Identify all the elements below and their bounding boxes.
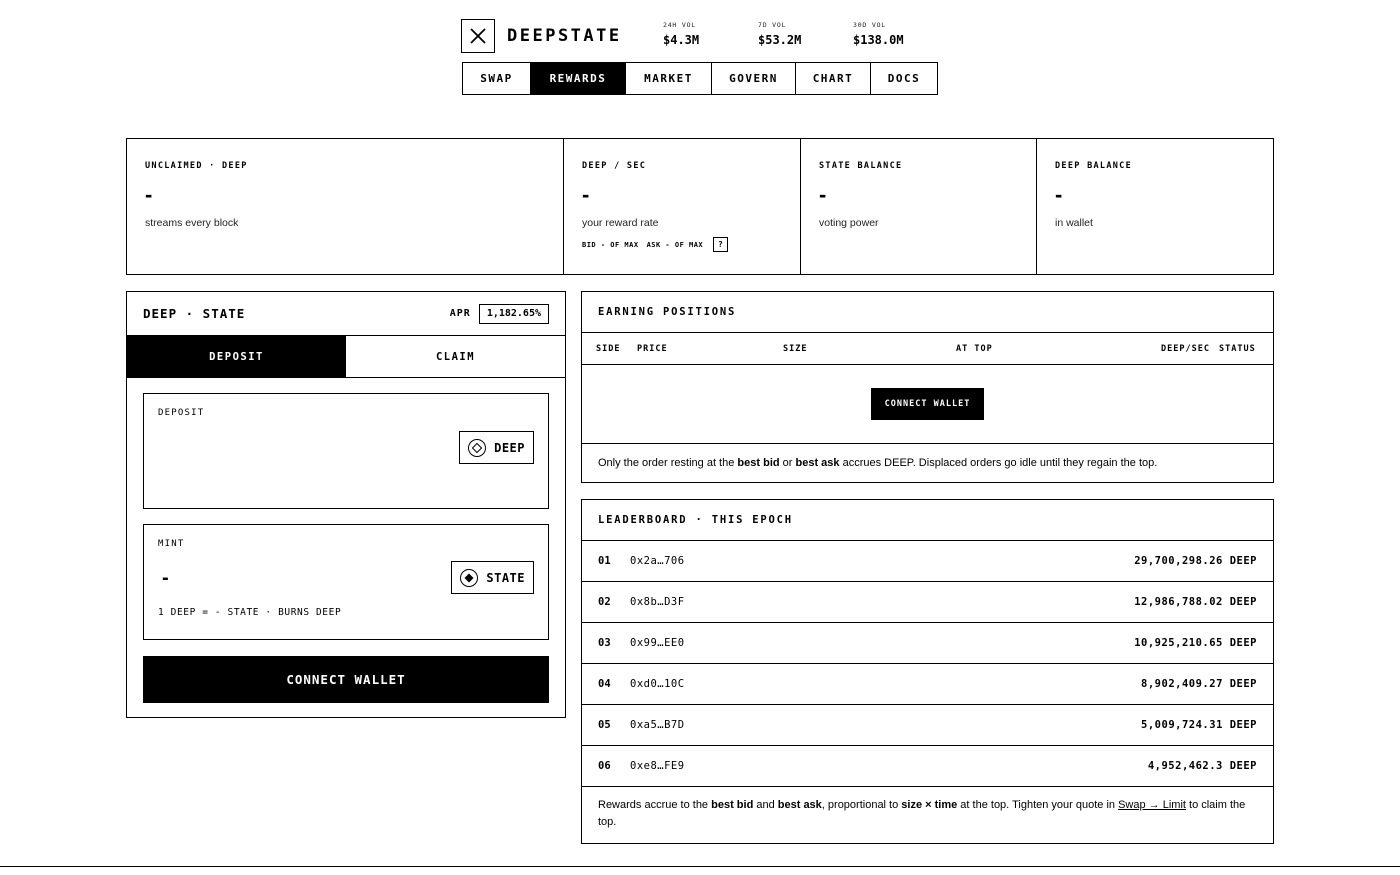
address: 0xe8…FE9 <box>630 760 685 772</box>
swap-limit-link[interactable]: Swap → Limit <box>1118 799 1186 811</box>
note-emphasis: best ask <box>795 456 840 469</box>
deep-state-panel <box>126 291 566 718</box>
tab-chart[interactable]: CHART <box>796 63 871 94</box>
col-size: SIZE <box>783 344 808 354</box>
deep-balance-card <box>1037 139 1273 274</box>
stat-label: 7D VOL <box>758 21 787 29</box>
address: 0xa5…B7D <box>630 719 685 731</box>
note-emphasis: best bid <box>711 799 754 811</box>
ask-share: ASK - OF MAX <box>646 240 704 249</box>
mint-token-select[interactable] <box>451 561 534 594</box>
note-emphasis: size × time <box>901 799 958 811</box>
rate-share <box>582 237 800 252</box>
leaderboard-row <box>582 664 1273 705</box>
state-balance-sub: voting power <box>819 217 879 229</box>
app-header <box>461 19 622 53</box>
reward-amount: 29,700,298.26 DEEP <box>1134 555 1257 567</box>
rank: 03 <box>598 637 611 649</box>
reward-amount: 5,009,724.31 DEEP <box>1141 719 1257 731</box>
stat-value: $4.3M <box>663 33 700 47</box>
deposit-field[interactable] <box>143 393 549 509</box>
col-at-top: AT TOP <box>956 344 993 354</box>
rank: 02 <box>598 596 611 608</box>
tab-claim[interactable]: CLAIM <box>435 350 476 363</box>
footer-divider <box>0 866 1400 867</box>
col-status: STATUS <box>1219 344 1256 354</box>
mint-rate-note: 1 DEEP = - STATE · BURNS DEEP <box>158 607 342 618</box>
address: 0x8b…D3F <box>630 596 685 608</box>
stat-30d <box>853 21 948 47</box>
state-balance-label: STATE BALANCE <box>819 161 903 171</box>
tab-swap[interactable]: SWAP <box>463 63 531 94</box>
unclaimed-sub: streams every block <box>145 217 239 229</box>
unclaimed-label: UNCLAIMED · DEEP <box>145 161 248 171</box>
logo-icon[interactable] <box>461 19 495 53</box>
bid-share: BID - OF MAX <box>582 240 639 249</box>
leaderboard-row <box>582 582 1273 623</box>
deep-token-icon <box>468 439 486 457</box>
note-emphasis: best bid <box>737 456 780 469</box>
unclaimed-value: - <box>145 182 153 207</box>
deposit-token-select[interactable] <box>459 431 534 464</box>
mint-token-label: STATE <box>486 570 525 585</box>
reward-amount: 10,925,210.65 DEEP <box>1134 637 1257 649</box>
note-emphasis: best ask <box>777 799 822 811</box>
rate-label: DEEP / SEC <box>582 161 647 171</box>
volume-stats <box>663 21 948 47</box>
state-token-icon <box>460 569 478 587</box>
rank: 04 <box>598 678 611 690</box>
panel-header <box>127 292 565 336</box>
note-text: to claim the top. <box>598 799 1246 828</box>
tab-rewards[interactable]: REWARDS <box>531 63 626 94</box>
connect-wallet-button[interactable]: CONNECT WALLET <box>143 656 549 703</box>
rate-card <box>564 139 801 274</box>
rewards-summary <box>126 138 1274 275</box>
stat-label: 24H VOL <box>663 21 696 29</box>
apr-label: APR <box>449 308 471 319</box>
earning-note <box>582 444 1273 482</box>
leaderboard-card <box>581 499 1274 844</box>
reward-amount: 8,902,409.27 DEEP <box>1141 678 1257 690</box>
mint-label: MINT <box>158 539 185 549</box>
help-icon[interactable]: ? <box>713 237 728 252</box>
note-text: accrues DEEP. Displaced orders go idle until they regain the top. <box>839 456 1158 469</box>
state-balance-card <box>801 139 1037 274</box>
leaderboard-row <box>582 746 1273 787</box>
earning-empty-state <box>582 365 1273 444</box>
earning-table-header <box>582 333 1273 365</box>
convert-tabs <box>127 336 565 378</box>
address: 0x99…EE0 <box>630 637 685 649</box>
col-side: SIDE <box>596 344 621 354</box>
stat-value: $53.2M <box>758 33 802 47</box>
mint-amount: - <box>162 567 169 589</box>
col-price: PRICE <box>637 344 668 354</box>
stat-value: $138.0M <box>853 33 904 47</box>
unclaimed-card <box>127 139 564 274</box>
col-deep-sec: DEEP/SEC <box>1161 344 1210 354</box>
main-nav <box>462 62 938 95</box>
address: 0x2a…706 <box>630 555 685 567</box>
rank: 06 <box>598 760 611 772</box>
stat-label: 30D VOL <box>853 21 886 29</box>
note-text: Rewards accrue to the <box>598 799 712 811</box>
earning-positions-card <box>581 291 1274 483</box>
apr-value: 1,182.65% <box>479 304 549 324</box>
leaderboard-note <box>582 787 1273 831</box>
state-balance-value: - <box>819 182 827 207</box>
brand-name: DEEPSTATE <box>507 26 622 46</box>
note-text: at the top. Tighten your quote in <box>957 799 1119 811</box>
note-text: Only the order resting at the <box>598 456 738 469</box>
leaderboard-title: LEADERBOARD · THIS EPOCH <box>582 500 1273 541</box>
reward-amount: 4,952,462.3 DEEP <box>1147 760 1257 772</box>
tab-govern[interactable]: GOVERN <box>712 63 796 94</box>
address: 0xd0…10C <box>630 678 685 690</box>
panel-title: DEEP · STATE <box>143 306 246 321</box>
note-text: , proportional to <box>821 799 902 811</box>
tab-market[interactable]: MARKET <box>626 63 712 94</box>
rate-sub: your reward rate <box>582 217 659 229</box>
stat-24h <box>663 21 758 47</box>
deposit-token-label: DEEP <box>494 440 525 455</box>
stat-7d <box>758 21 853 47</box>
rate-value: - <box>582 182 590 207</box>
deep-balance-value: - <box>1055 182 1063 207</box>
leaderboard-row <box>582 623 1273 664</box>
leaderboard-row <box>582 705 1273 746</box>
earning-title: EARNING POSITIONS <box>582 292 1273 333</box>
apr-display <box>450 304 549 324</box>
connect-wallet-button[interactable]: CONNECT WALLET <box>871 388 985 420</box>
mint-field <box>143 524 549 640</box>
leaderboard-row <box>582 541 1273 582</box>
rank: 01 <box>598 555 611 567</box>
tab-deposit[interactable]: DEPOSIT <box>127 336 346 377</box>
rank: 05 <box>598 719 611 731</box>
note-text: and <box>753 799 778 811</box>
tab-docs[interactable]: DOCS <box>887 72 921 85</box>
deposit-label: DEPOSIT <box>158 408 205 418</box>
deep-balance-label: DEEP BALANCE <box>1055 161 1133 171</box>
note-text: or <box>779 456 796 469</box>
reward-amount: 12,986,788.02 DEEP <box>1134 596 1257 608</box>
deep-balance-sub: in wallet <box>1055 217 1093 229</box>
